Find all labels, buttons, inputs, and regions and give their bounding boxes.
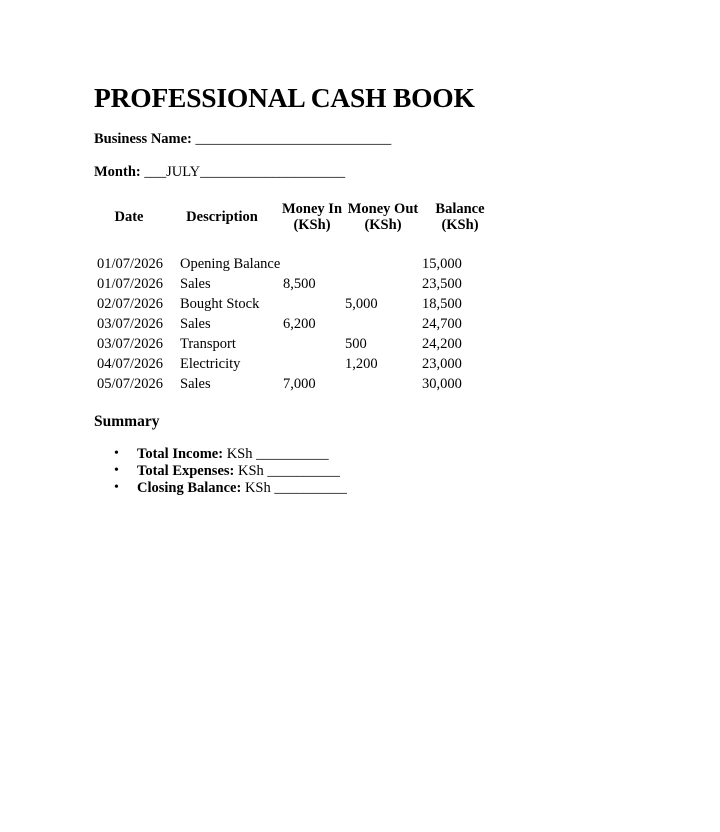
header-description: [182, 209, 262, 225]
table-body: [0, 256, 720, 396]
header-money-out-line2: (KSh): [364, 217, 402, 233]
cell-description: Sales: [180, 276, 211, 292]
header-date-text: Date: [114, 209, 144, 225]
cell-balance: 24,200: [422, 336, 462, 352]
month-label: Month:: [94, 164, 141, 180]
header-balance-line2: (KSh): [441, 217, 479, 233]
month-value: ___JULY____________________: [140, 164, 346, 180]
header-balance-line1: Balance: [435, 201, 485, 217]
business-name-label: Business Name:: [94, 131, 192, 147]
bullet-icon: •: [114, 463, 119, 478]
cell-money-out: 1,200: [345, 356, 378, 372]
cell-balance: 24,700: [422, 316, 462, 332]
cell-date: 03/07/2026: [97, 316, 164, 332]
summary-item-label: Total Expenses:: [137, 463, 235, 479]
business-name-field: [94, 131, 391, 148]
table-row: [0, 316, 720, 336]
bullet-icon: •: [114, 480, 119, 495]
cell-date: 02/07/2026: [97, 296, 164, 312]
summary-heading: Summary: [94, 413, 160, 430]
table-row: [0, 276, 720, 296]
cell-balance: 23,000: [422, 356, 462, 372]
summary-item-value: KSh __________: [234, 463, 340, 479]
summary-item-text: [137, 480, 347, 497]
summary-item-text: [137, 446, 329, 463]
cell-money-in: 7,000: [283, 376, 316, 392]
header-money-in: [280, 201, 344, 233]
cell-date: 05/07/2026: [97, 376, 164, 392]
summary-item-label: Total Income:: [137, 446, 224, 462]
header-money-out-line1: Money Out: [347, 201, 419, 217]
cell-date: 01/07/2026: [97, 276, 164, 292]
cell-balance: 30,000: [422, 376, 462, 392]
header-balance: [428, 201, 492, 233]
cell-money-in: 8,500: [283, 276, 316, 292]
summary-item-value: KSh __________: [223, 446, 329, 462]
cell-date: 03/07/2026: [97, 336, 164, 352]
table-row: [0, 336, 720, 356]
cell-money-in: 6,200: [283, 316, 316, 332]
table-row: [0, 296, 720, 316]
cell-description: Sales: [180, 376, 211, 392]
table-row: [0, 256, 720, 276]
cell-date: 04/07/2026: [97, 356, 164, 372]
cell-description: Bought Stock: [180, 296, 260, 312]
header-money-in-line2: (KSh): [293, 217, 331, 233]
month-field: [94, 164, 345, 181]
document-title: PROFESSIONAL CASH BOOK: [94, 82, 475, 113]
header-money-out: [345, 201, 421, 233]
table-row: [0, 376, 720, 396]
header-description-text: Description: [186, 209, 258, 225]
cell-money-out: 5,000: [345, 296, 378, 312]
summary-item-value: KSh __________: [241, 480, 347, 496]
cell-description: Transport: [180, 336, 236, 352]
cell-description: Sales: [180, 316, 211, 332]
cell-balance: 15,000: [422, 256, 462, 272]
table-row: [0, 356, 720, 376]
bullet-icon: •: [114, 446, 119, 461]
header-date: [108, 209, 150, 225]
cell-balance: 18,500: [422, 296, 462, 312]
summary-item-text: [137, 463, 340, 480]
business-name-value: ___________________________: [191, 131, 392, 147]
cell-date: 01/07/2026: [97, 256, 164, 272]
summary-item-label: Closing Balance:: [137, 480, 242, 496]
cell-money-out: 500: [345, 336, 367, 352]
header-money-in-line1: Money In: [281, 201, 343, 217]
cell-description: Opening Balance: [180, 256, 281, 272]
cell-description: Electricity: [180, 356, 241, 372]
cell-balance: 23,500: [422, 276, 462, 292]
